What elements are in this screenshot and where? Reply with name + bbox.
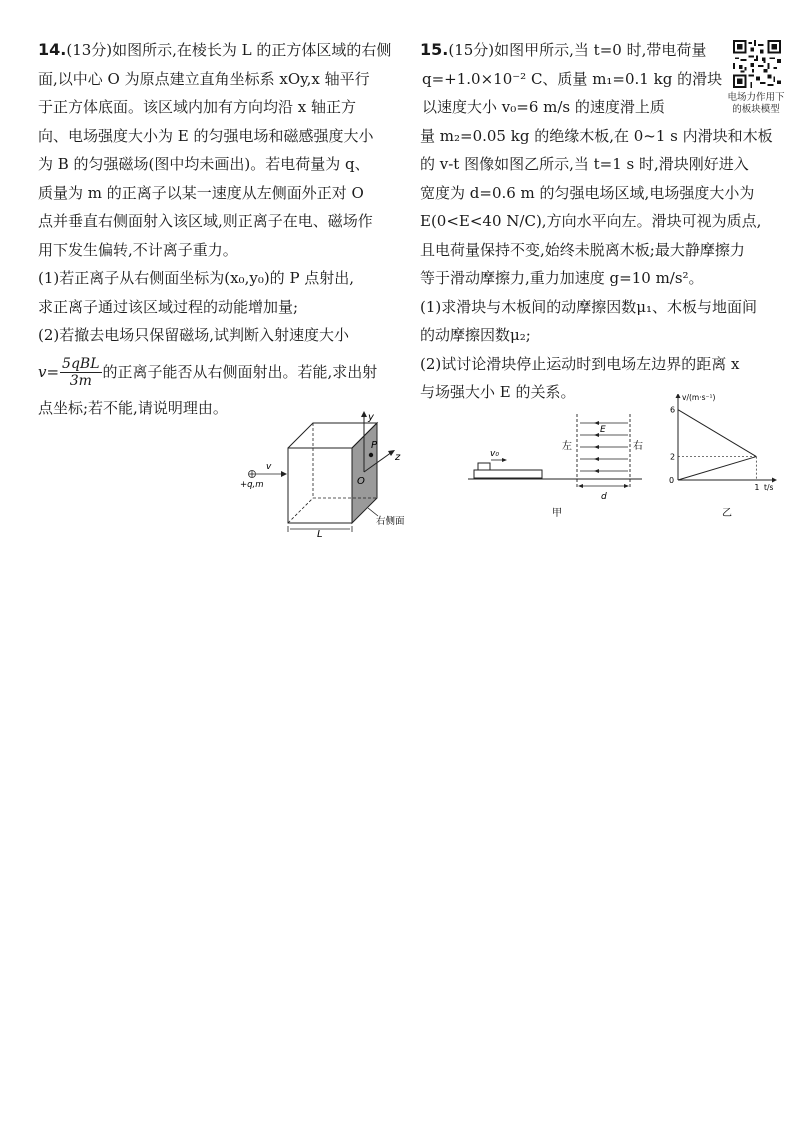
qr-caption-line-2: 的板块模型	[732, 104, 780, 115]
dim-arrow-left	[578, 484, 583, 488]
q14-number: 14.	[38, 40, 67, 59]
point-p	[369, 453, 373, 457]
wooden-board	[474, 470, 542, 478]
left-label: 左	[562, 441, 572, 452]
qr-code-icon	[733, 40, 781, 88]
q14-last-line: 点坐标;若不能,请说明理由。	[38, 398, 228, 417]
fig-yi-vt-chart	[664, 394, 784, 518]
right-label: 右	[633, 441, 643, 452]
q14-line-8: 用下发生偏转,不计离子重力。	[38, 240, 238, 259]
v0-arrow-head	[502, 458, 507, 462]
origin-label: O	[357, 476, 365, 487]
q14-fraction-line: v= 5qBL 3m 的正离子能否从右侧面射出。若能,求出射	[38, 356, 378, 389]
charge-label: +q,m	[240, 480, 264, 490]
q15-line-11: 的动摩擦因数μ₂;	[420, 326, 531, 344]
right-face-label: 右侧面	[376, 516, 405, 527]
z-axis-arrow	[388, 450, 395, 456]
q15-line-9: 等于滑动摩擦力,重力加速度 g=10 m/s²。	[420, 269, 704, 287]
y-axis-arrow	[676, 394, 681, 398]
x-axis-label: t/s	[764, 483, 774, 492]
field-e-label: E	[600, 425, 606, 435]
cube-front-face	[288, 448, 352, 523]
q14-line-7: 点并垂直右侧面射入该区域,则正离子在电、磁场作	[38, 212, 373, 230]
qr-caption	[720, 92, 792, 116]
y-axis-label: y	[368, 412, 374, 423]
velocity-label: v	[266, 462, 272, 472]
slider-block	[478, 463, 490, 470]
q15-line-2: q=+1.0×10⁻² C、质量 m₁=0.1 kg 的滑块	[422, 69, 723, 88]
velocity-arrow-head	[281, 471, 287, 477]
q14-part-1: (1)若正离子从右侧面坐标为(x₀,y₀)的 P 点射出,	[38, 269, 355, 287]
q14-line-4: 向、电场强度大小为 E 的匀强电场和磁感强度大小	[38, 126, 374, 145]
question-14	[38, 36, 410, 422]
q15-line-1: 15.(15分)如图甲所示,当 t=0 时,带电荷量	[420, 40, 707, 59]
velocity-fraction: 5qBL 3m	[62, 356, 100, 389]
hidden-edge	[288, 498, 313, 523]
q15-line-7: E(0<E<40 N/C),方向水平向左。滑块可视为质点,	[420, 212, 762, 230]
fig-yi-caption: 乙	[722, 508, 732, 518]
y-axis-label: v/(m·s⁻¹)	[682, 394, 716, 402]
series-board-line	[678, 457, 756, 480]
origin-tick-label: 0	[669, 476, 675, 485]
q14-cube-figure	[232, 408, 422, 538]
q15-part-2: (2)试讨论滑块停止运动时到电场左边界的距离 x	[420, 354, 740, 373]
z-axis-label: z	[395, 452, 401, 463]
dim-arrow-right	[624, 484, 629, 488]
q14-line-3: 于正方体底面。该区域内加有方向均沿 x 轴正方	[38, 98, 356, 116]
length-label: L	[317, 529, 323, 538]
field-arrowheads	[594, 421, 599, 473]
qr-caption-line-1: 电场力作用下	[727, 92, 785, 103]
point-p-label: P	[371, 440, 378, 451]
x-tick-label: 1	[754, 483, 760, 492]
fig-jia-caption: 甲	[552, 508, 562, 518]
q14-line-10: 求正离子通过该区域过程的动能增加量;	[38, 297, 299, 316]
q15-line-6: 宽度为 d=0.6 m 的匀强电场区域,电场强度大小为	[420, 183, 755, 202]
y-tick-label: 2	[670, 452, 676, 462]
q15-line-4: 量 m₂=0.05 kg 的绝缘木板,在 0~1 s 内滑块和木板	[420, 126, 773, 145]
q15-line-3: 以速度大小 v₀=6 m/s 的速度滑上质	[422, 98, 665, 116]
q14-line-2: 面,以中心 O 为原点建立直角坐标系 xOy,x 轴平行	[38, 69, 370, 88]
y-tick-label: 6	[670, 405, 676, 415]
width-label: d	[601, 492, 607, 502]
v0-label: v₀	[490, 449, 499, 459]
y-axis-arrow	[361, 411, 367, 417]
q15-line-5: 的 v-t 图像如图乙所示,当 t=1 s 时,滑块刚好进入	[420, 155, 749, 173]
q14-line-6: 质量为 m 的正离子以某一速度从左侧面外正对 O	[38, 183, 364, 202]
series-slider-line	[678, 410, 756, 457]
q15-number: 15.	[420, 40, 449, 59]
q15-line-13: 与场强大小 E 的关系。	[420, 383, 576, 401]
x-axis-arrow	[772, 478, 777, 483]
fig-jia	[462, 408, 652, 518]
q15-part-1: (1)求滑块与木板间的动摩擦因数μ₁、木板与地面间	[420, 297, 758, 316]
right-face-leader	[368, 508, 378, 516]
q14-part-2: (2)若撤去电场只保留磁场,试判断入射速度大小	[38, 326, 350, 344]
q14-line-1: 14.(13分)如图所示,在棱长为 L 的正方体区域的右侧	[38, 40, 392, 59]
q15-line-8: 且电荷量保持不变,始终未脱离木板;最大静摩擦力	[420, 240, 745, 259]
q14-line-5: 为 B 的匀强磁场(图中均未画出)。若电荷量为 q、	[38, 155, 370, 173]
